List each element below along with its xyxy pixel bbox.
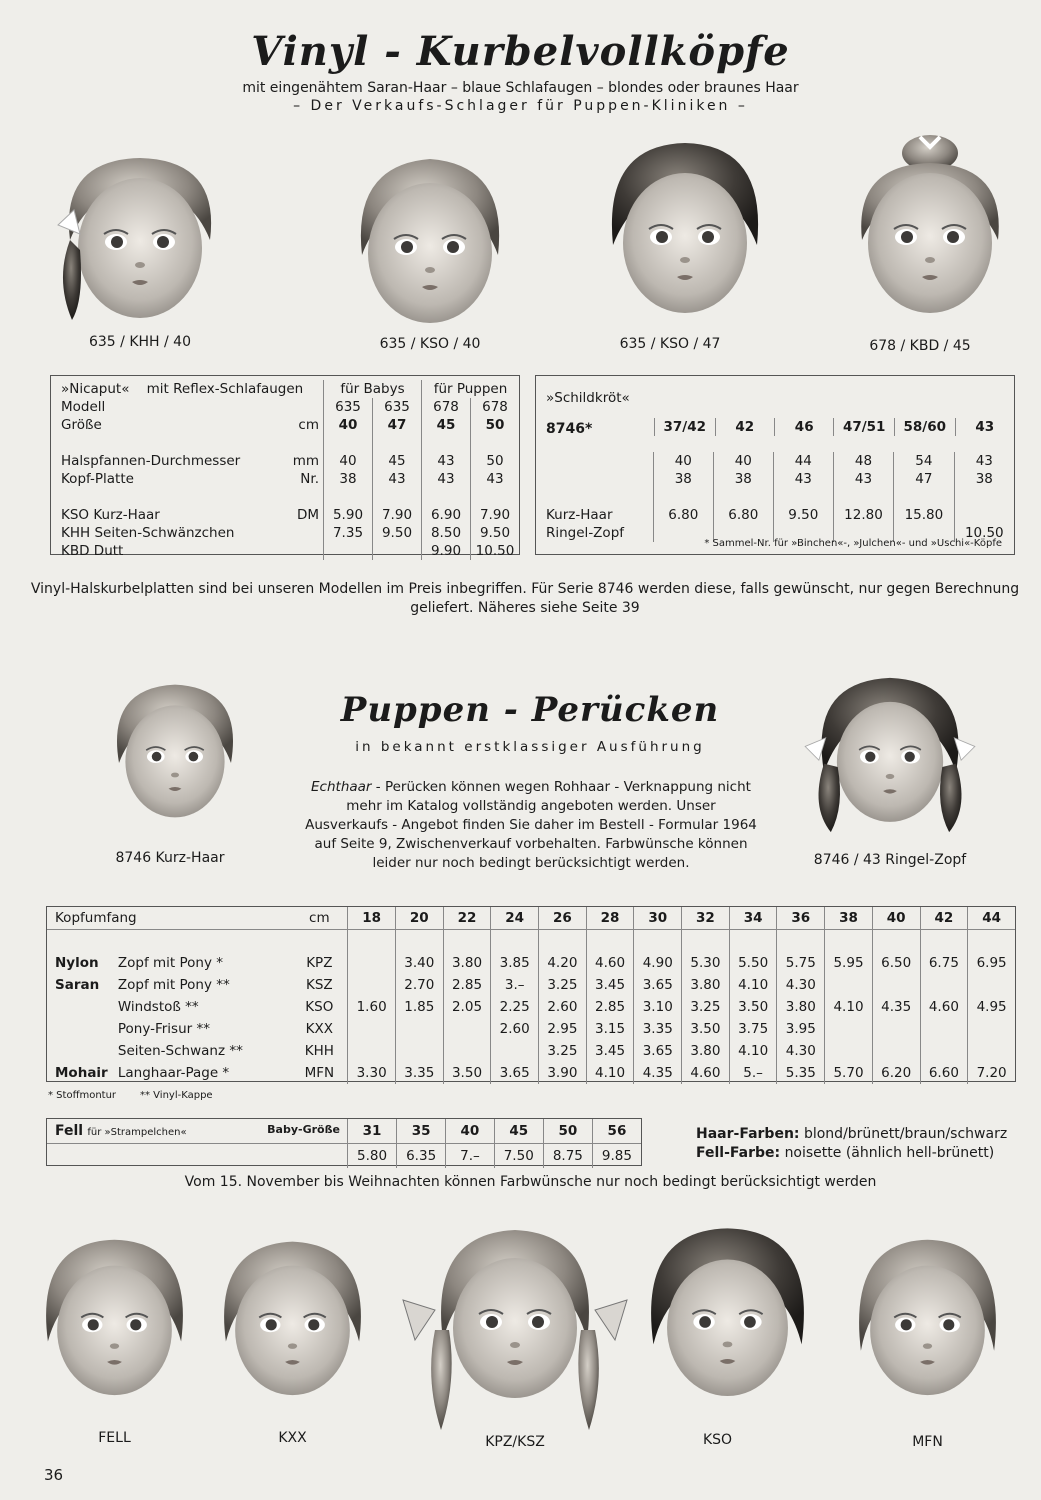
cell: 43	[422, 452, 471, 470]
cell: 5.80	[347, 1144, 396, 1169]
head-unit: cm	[291, 907, 347, 930]
cell: 3.45	[586, 1040, 634, 1062]
hair-colors	[696, 1126, 1007, 1142]
cell: 6.90	[422, 506, 471, 524]
size-header: 56	[592, 1119, 641, 1144]
wig-name: Zopf mit Pony **	[117, 977, 230, 993]
cell: 3.80	[682, 974, 730, 996]
cell: 12.80	[833, 506, 893, 524]
fell-color	[696, 1145, 994, 1161]
doll-head-photo	[800, 660, 980, 850]
material	[47, 996, 116, 1018]
cell	[825, 1018, 873, 1040]
size-header: 18	[348, 907, 396, 930]
cell: 43	[833, 470, 893, 488]
cell: 43	[471, 470, 520, 488]
doll-head-photo	[22, 1218, 207, 1428]
cell: 9.90	[422, 542, 471, 560]
row-unit	[275, 398, 324, 416]
cell: 43	[773, 470, 833, 488]
cell: 3.50	[443, 1062, 491, 1084]
cell: 7.90	[373, 506, 422, 524]
cell: 4.60	[586, 952, 634, 974]
wig-code: KSZ	[305, 977, 333, 993]
cell: 45	[373, 452, 422, 470]
size-header: 36	[777, 907, 825, 930]
page-number: 36	[44, 1466, 64, 1484]
size-header: 38	[825, 907, 873, 930]
cell: 3.45	[586, 974, 634, 996]
cell: 6.80	[713, 506, 773, 524]
cell	[348, 952, 396, 974]
cell: 2.70	[395, 974, 443, 996]
size-header: 42	[715, 418, 774, 436]
cell: 3.90	[539, 1062, 587, 1084]
cell	[491, 1040, 539, 1062]
size-header: 47/51	[834, 418, 895, 436]
cell: 47	[894, 470, 954, 488]
wigs-description: Echthaar - Perücken können wegen Rohhaar - Verknappung nicht mehr im Katalog vollständig angeboten werden. Unser Ausverkaufs - Angebot finden Sie daher im Bestell - Formular 1964 auf Seite 9, Zwischenverkauf vorbehalten. Farbwünsche können leider nur noch bedingt berücksichtigt werden.	[305, 779, 757, 871]
section-tagline: – Der Verkaufs-Schlager für Puppen-Kliniken –	[293, 98, 748, 114]
cell: 50	[471, 416, 520, 434]
row-unit	[275, 524, 324, 542]
row-unit: cm	[298, 417, 319, 433]
size-header: 34	[729, 907, 777, 930]
size-header: 58/60	[894, 418, 955, 436]
cell: 4.35	[872, 996, 920, 1018]
size-header: 40	[446, 1119, 495, 1144]
cell: 6.60	[920, 1062, 968, 1084]
cell: 3.25	[539, 1040, 587, 1062]
photo-caption: 8746 / 43 Ringel-Zopf	[813, 852, 967, 868]
material: Mohair	[55, 1065, 108, 1081]
cell: 4.10	[825, 996, 873, 1018]
cell: 2.85	[586, 996, 634, 1018]
cell: 3.65	[634, 1040, 682, 1062]
wig-code: KSO	[305, 999, 334, 1015]
wig-code: KPZ	[306, 955, 333, 971]
cell: 40	[324, 452, 373, 470]
cell: 8.75	[543, 1144, 592, 1169]
cell	[348, 1040, 396, 1062]
size-header: 40	[872, 907, 920, 930]
cell	[348, 974, 396, 996]
photo-caption: MFN	[912, 1434, 943, 1450]
cell: 3.95	[777, 1018, 825, 1040]
cell: 4.10	[586, 1062, 634, 1084]
wig-name: Zopf mit Pony *	[117, 955, 223, 971]
fell-note: für »Strampelchen«	[87, 1127, 187, 1138]
material	[47, 1040, 116, 1062]
row-label: Größe	[61, 417, 102, 433]
price-table-nicaput	[50, 375, 520, 559]
cell: 635	[324, 398, 373, 416]
cell: 3.50	[682, 1018, 730, 1040]
cell: 48	[833, 452, 893, 470]
cell: 43	[954, 452, 1014, 470]
cell	[825, 974, 873, 996]
cell: 6.35	[397, 1144, 446, 1169]
material: Saran	[55, 977, 100, 993]
cell: 2.05	[443, 996, 491, 1018]
photo-caption: KXX	[278, 1430, 307, 1446]
cell: 43	[422, 470, 471, 488]
cell: 3.30	[348, 1062, 396, 1084]
cell: 5.30	[682, 952, 730, 974]
doll-head-photo	[95, 660, 255, 850]
row-label: KSO Kurz-Haar	[61, 507, 160, 523]
size-header: 20	[395, 907, 443, 930]
cell	[395, 1018, 443, 1040]
cell: 2.25	[491, 996, 539, 1018]
cell: 47	[373, 416, 422, 434]
cell: 54	[894, 452, 954, 470]
hair-colors-value: blond/brünett/braun/schwarz	[803, 1126, 1008, 1142]
footnote-vinyl-kappe: ** Vinyl-Kappe	[140, 1090, 213, 1101]
cell	[968, 1040, 1015, 1062]
size-header: 35	[397, 1119, 446, 1144]
cell	[324, 542, 373, 560]
photo-caption: 635 / KSO / 47	[619, 336, 721, 352]
doll-head-photo	[630, 1210, 825, 1430]
wig-code: MFN	[304, 1065, 335, 1081]
row-label: Ringel-Zopf	[546, 525, 625, 541]
cell: 40	[324, 416, 373, 434]
size-header: 22	[443, 907, 491, 930]
row-unit: DM	[296, 507, 319, 523]
cell	[825, 1040, 873, 1062]
size-header: 31	[347, 1119, 396, 1144]
cell: 3.35	[395, 1062, 443, 1084]
section-title-wigs: Puppen - Perücken	[340, 690, 720, 730]
cell	[395, 1040, 443, 1062]
doll-head-photo	[200, 1218, 385, 1428]
cell: 2.85	[443, 974, 491, 996]
fell-price-table	[46, 1118, 642, 1166]
cell: 9.50	[471, 524, 520, 542]
model-number: 8746*	[546, 421, 593, 437]
cell: 5.95	[825, 952, 873, 974]
cell: 1.60	[348, 996, 396, 1018]
cell: 7.50	[494, 1144, 543, 1169]
wigs-description-lead: Echthaar	[311, 779, 372, 795]
cell	[968, 1018, 1015, 1040]
size-header: 24	[491, 907, 539, 930]
cell: 678	[471, 398, 520, 416]
cell: 5.75	[777, 952, 825, 974]
material	[47, 1018, 116, 1040]
group-header: für Babys	[324, 380, 422, 398]
wig-name: Langhaar-Page *	[117, 1065, 230, 1081]
cell	[373, 542, 422, 560]
cell	[348, 1018, 396, 1040]
size-header: 42	[920, 907, 968, 930]
table-footnote: * Sammel-Nr. für »Binchen«-, »Julchen«- und »Uschi«-Köpfe	[704, 538, 1002, 549]
price-table-schildkroet	[535, 375, 1015, 555]
doll-head-photo	[585, 125, 785, 340]
row-label: Kopf-Platte	[61, 471, 134, 487]
note-halskurbel: Vinyl-Halskurbelplatten sind bei unseren Modellen im Preis inbegriffen. Für Serie 8746 werden diese, falls gewünscht, nur gegen Berechnung geliefert. Näheres siehe Seite 39	[30, 581, 1020, 616]
material: Nylon	[55, 955, 99, 971]
cell: 1.85	[395, 996, 443, 1018]
fell-color-value: noisette (ähnlich hell-brünett)	[784, 1145, 995, 1161]
cell: 3.35	[634, 1018, 682, 1040]
cell: 4.30	[777, 974, 825, 996]
cell: 5.35	[777, 1062, 825, 1084]
cell: 38	[653, 470, 713, 488]
cell: 38	[954, 470, 1014, 488]
cell: 44	[773, 452, 833, 470]
row-label: Halspfannen-Durchmesser	[61, 453, 241, 469]
footnote-stoffmontur: * Stoffmontur	[48, 1090, 117, 1101]
size-header: 26	[539, 907, 587, 930]
size-header: 44	[968, 907, 1015, 930]
doll-head-photo	[835, 1218, 1020, 1428]
doll-head-photo	[830, 125, 1030, 340]
cell: 3.65	[491, 1062, 539, 1084]
cell: 9.85	[592, 1144, 641, 1169]
cell: 9.50	[773, 506, 833, 524]
cell: 6.75	[920, 952, 968, 974]
cell: 3.85	[491, 952, 539, 974]
brand-name: »Schildkröt«	[546, 390, 630, 406]
size-header: 43	[955, 418, 1014, 436]
cell	[443, 1040, 491, 1062]
cell: 10.50	[954, 524, 1014, 542]
row-unit: Nr.	[300, 471, 319, 487]
size-header: 32	[682, 907, 730, 930]
row-unit: mm	[292, 453, 319, 469]
cell: 5.70	[825, 1062, 873, 1084]
cell: 2.60	[539, 996, 587, 1018]
cell: 50	[471, 452, 520, 470]
doll-head-photo	[40, 130, 240, 335]
size-header: 45	[494, 1119, 543, 1144]
cell: 10.50	[471, 542, 520, 560]
note-color-wishes: Vom 15. November bis Weihnachten können Farbwünsche nur noch bedingt berücksichtigt werden	[184, 1174, 877, 1190]
brand-note: mit Reflex-Schlafaugen	[146, 381, 304, 397]
cell: 678	[422, 398, 471, 416]
cell: 3.10	[634, 996, 682, 1018]
row-label: Kurz-Haar	[546, 507, 613, 523]
row-label: KHH Seiten-Schwänzchen	[61, 525, 235, 541]
cell: 3.25	[682, 996, 730, 1018]
size-header: 30	[634, 907, 682, 930]
size-header: 37/42	[655, 418, 716, 436]
cell: 5.50	[729, 952, 777, 974]
wig-price-table	[46, 906, 1016, 1082]
cell: 5.90	[324, 506, 373, 524]
cell	[872, 1040, 920, 1062]
cell: 3.80	[777, 996, 825, 1018]
cell	[968, 974, 1015, 996]
section-title-vinyl: Vinyl - Kurbelvollköpfe	[251, 28, 790, 75]
cell: 4.60	[682, 1062, 730, 1084]
cell: 2.95	[539, 1018, 587, 1040]
cell: 635	[373, 398, 422, 416]
cell: 4.95	[968, 996, 1015, 1018]
size-header: 46	[774, 418, 833, 436]
cell	[954, 506, 1014, 524]
cell: 3.65	[634, 974, 682, 996]
hair-colors-label: Haar-Farben:	[696, 1126, 800, 1142]
cell	[872, 1018, 920, 1040]
cell: 4.35	[634, 1062, 682, 1084]
cell: 7.35	[324, 524, 373, 542]
photo-caption: 635 / KHH / 40	[88, 334, 191, 350]
cell: 40	[713, 452, 773, 470]
cell: 3.50	[729, 996, 777, 1018]
head-label: Kopfumfang	[47, 907, 291, 930]
cell	[920, 1040, 968, 1062]
cell: 9.50	[373, 524, 422, 542]
wig-code: KHH	[304, 1043, 334, 1059]
photo-caption: KPZ/KSZ	[485, 1434, 545, 1450]
cell	[920, 1018, 968, 1040]
cell: 6.80	[653, 506, 713, 524]
brand-name: »Nicaput«	[61, 381, 130, 397]
cell: 7.–	[446, 1144, 495, 1169]
photo-caption: 8746 Kurz-Haar	[115, 850, 225, 866]
cell	[872, 974, 920, 996]
wig-name: Pony-Frisur **	[117, 1021, 210, 1037]
doll-head-photo	[395, 1210, 635, 1445]
group-header: für Puppen	[422, 380, 520, 398]
cell: 4.30	[777, 1040, 825, 1062]
cell: 4.10	[729, 1040, 777, 1062]
cell: 4.90	[634, 952, 682, 974]
section-subtitle: in bekannt erstklassiger Ausführung	[355, 739, 705, 755]
fell-label: Fell	[55, 1123, 84, 1139]
wig-name: Seiten-Schwanz **	[117, 1043, 243, 1059]
wig-code: KXX	[305, 1021, 333, 1037]
cell: 4.60	[920, 996, 968, 1018]
cell: 6.20	[872, 1062, 920, 1084]
row-label: Modell	[61, 399, 106, 415]
cell: 4.20	[539, 952, 587, 974]
size-label: Baby-Größe	[267, 1123, 340, 1136]
cell: 3.75	[729, 1018, 777, 1040]
cell: 3.80	[443, 952, 491, 974]
photo-caption: FELL	[98, 1430, 131, 1446]
photo-caption: KSO	[702, 1432, 733, 1448]
cell: 6.50	[872, 952, 920, 974]
row-label: KBD Dutt	[61, 543, 124, 559]
wig-name: Windstoß **	[117, 999, 199, 1015]
cell: 38	[324, 470, 373, 488]
cell: 3.80	[682, 1040, 730, 1062]
row-unit	[275, 542, 324, 560]
cell: 4.10	[729, 974, 777, 996]
cell: 6.95	[968, 952, 1015, 974]
section-subtitle: mit eingenähtem Saran-Haar – blaue Schlafaugen – blondes oder braunes Haar	[242, 80, 799, 96]
size-header: 50	[543, 1119, 592, 1144]
cell: 3.–	[491, 974, 539, 996]
cell	[920, 974, 968, 996]
fell-color-label: Fell-Farbe:	[696, 1145, 781, 1161]
cell: 15.80	[894, 506, 954, 524]
cell: 40	[653, 452, 713, 470]
cell: 8.50	[422, 524, 471, 542]
doll-head-photo	[330, 135, 530, 340]
cell: 7.90	[471, 506, 520, 524]
cell: 38	[713, 470, 773, 488]
cell: 45	[422, 416, 471, 434]
photo-caption: 678 / KBD / 45	[869, 338, 971, 354]
cell: 7.20	[968, 1062, 1015, 1084]
cell: 2.60	[491, 1018, 539, 1040]
cell	[443, 1018, 491, 1040]
photo-caption: 635 / KSO / 40	[379, 336, 481, 352]
cell: 3.40	[395, 952, 443, 974]
cell: 3.25	[539, 974, 587, 996]
cell: 3.15	[586, 1018, 634, 1040]
cell: 43	[373, 470, 422, 488]
size-header: 28	[586, 907, 634, 930]
cell: 5.–	[729, 1062, 777, 1084]
